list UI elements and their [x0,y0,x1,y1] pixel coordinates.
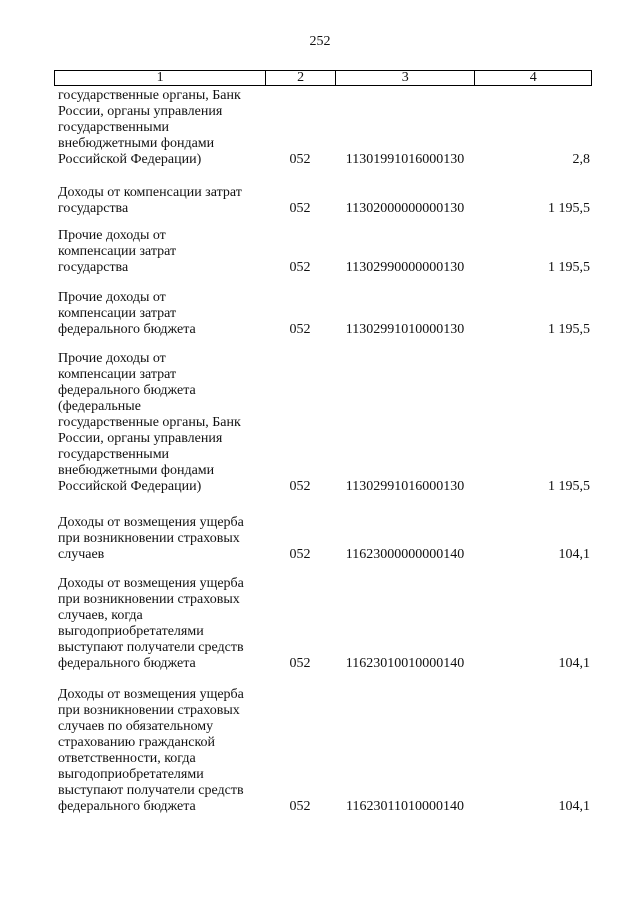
table-header [54,70,592,86]
table-row [54,576,592,672]
row-budget-code: 11302990000000130 [345,260,465,275]
row-amount: 1 195,5 [548,479,590,494]
row-budget-code: 11302991010000130 [345,322,465,337]
table-row [54,687,592,815]
header-col-3: 3 [335,71,474,85]
table-row [54,351,592,495]
table-row [54,88,592,168]
row-budget-code: 11302000000000130 [345,201,465,216]
table-row [54,515,592,563]
row-amount: 104,1 [558,799,590,814]
row-name: государственные органы, Банк России, органы управления государственными внебюджетными фондами Российской Федерации) [58,88,241,167]
row-amount: 104,1 [558,656,590,671]
row-name: Прочие доходы от компенсации затрат федерального бюджета [58,290,196,337]
row-name: Прочие доходы от компенсации затрат федерального бюджета (федеральные государственные органы, Банк России, органы управления государственными внебюджетными фондами Российской Федерации) [58,351,241,494]
row-budget-code: 11302991016000130 [345,479,465,494]
row-name: Прочие доходы от компенсации затрат государства [58,228,177,275]
row-amount: 1 195,5 [548,322,590,337]
row-amount: 104,1 [558,547,590,562]
row-admin-code: 052 [289,260,311,275]
row-name: Доходы от возмещения ущерба при возникновении страховых случаев по обязательному страхованию гражданской ответственности, когда выгодоприобретателями выступают получатели средств федерального бюджета [58,687,244,814]
row-name: Доходы от возмещения ущерба при возникновении страховых случаев [58,515,244,562]
row-admin-code: 052 [289,152,311,167]
row-admin-code: 052 [289,656,311,671]
table-row [54,185,592,217]
row-admin-code: 052 [289,322,311,337]
header-col-2: 2 [265,71,335,85]
row-admin-code: 052 [289,201,311,216]
row-budget-code: 11623011010000140 [346,799,464,814]
row-name: Доходы от возмещения ущерба при возникновении страховых случаев, когда выгодоприобретателями выступают получатели средств федерального бюджета [58,576,244,671]
table-row [54,228,592,276]
row-amount: 1 195,5 [548,201,590,216]
row-amount: 1 195,5 [548,260,590,275]
row-admin-code: 052 [289,479,311,494]
page-number: 252 [309,34,331,49]
row-budget-code: 11301991016000130 [345,152,465,167]
row-budget-code: 11623010010000140 [345,656,465,671]
row-amount: 2,8 [572,152,590,167]
header-col-4: 4 [474,71,591,85]
row-admin-code: 052 [289,799,311,814]
row-budget-code: 11623000000000140 [345,547,465,562]
row-admin-code: 052 [289,547,311,562]
header-col-1: 1 [156,70,164,85]
table-row [54,290,592,338]
row-name: Доходы от компенсации затрат государства [58,185,242,216]
